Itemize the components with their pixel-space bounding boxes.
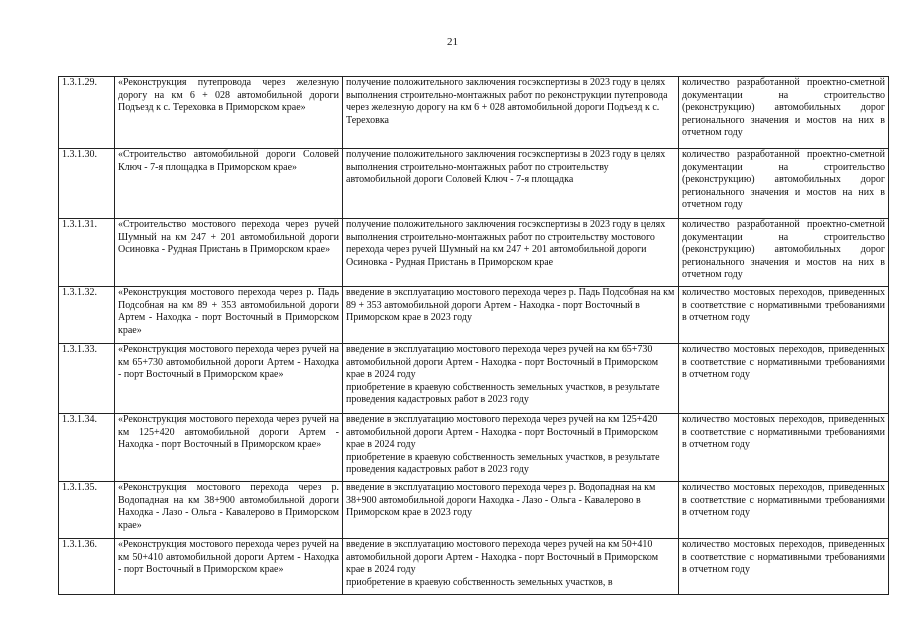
expected-result: получение положительного заключения госэкспертизы в 2023 году в целях выполнения строительно-монтажных работ по реконструкции путепровода через железную дорогу на км 6 + 028 автомобильной дороги Подъезд к с. Тереховка	[343, 77, 679, 149]
indicator: количество мостовых переходов, приведенных в соответствие с нормативными требованиями в отчетном году	[679, 539, 889, 595]
table-row	[59, 482, 889, 539]
expected-result: введение в эксплуатацию мостового перехода через р. Падь Подсобная на км 89 + 353 автомобильной дороги Артем - Находка - порт Восточный в Приморском крае в 2023 году	[343, 287, 679, 344]
indicator: количество разработанной проектно-сметной документации на строительство (реконструкцию) автомобильных дорог регионального значения и мостов на них в отчетном году	[679, 149, 889, 219]
activity-name: «Реконструкция мостового перехода через р. Падь Подсобная на км 89 + 353 автомобильной дороги Артем - Находка - порт Восточный в Приморском крае»	[115, 287, 343, 344]
page-number: 21	[447, 36, 458, 48]
activity-name: «Реконструкция мостового перехода через р. Водопадная на км 38+900 автомобильной дороги Находка - Лазо - Ольга - Кавалерово в Приморском крае»	[115, 482, 343, 539]
table-row	[59, 344, 889, 414]
expected-result: введение в эксплуатацию мостового перехода через ручей на км 125+420 автомобильной дороги Артем - Находка - порт Восточный в Приморском крае в 2024 году приобретение в краевую собственность земельных участков, в результате проведения кадастровых работ в 2023 году	[343, 414, 679, 482]
indicator: количество мостовых переходов, приведенных в соответствие с нормативными требованиями в отчетном году	[679, 287, 889, 344]
row-number: 1.3.1.34.	[59, 414, 115, 482]
table-row	[59, 149, 889, 219]
table-row	[59, 287, 889, 344]
row-number: 1.3.1.32.	[59, 287, 115, 344]
expected-result: получение положительного заключения госэкспертизы в 2023 году в целях выполнения строительно-монтажных работ по строительству автомобильной дороги Соловей Ключ - 7-я площадка	[343, 149, 679, 219]
indicator: количество мостовых переходов, приведенных в соответствие с нормативными требованиями в отчетном году	[679, 344, 889, 414]
indicator: количество мостовых переходов, приведенных в соответствие с нормативными требованиями в отчетном году	[679, 482, 889, 539]
activity-name: «Реконструкция мостового перехода через ручей на км 50+410 автомобильной дороги Артем - Находка - порт Восточный в Приморском крае»	[115, 539, 343, 595]
activities-table	[58, 76, 889, 595]
row-number: 1.3.1.29.	[59, 77, 115, 149]
indicator: количество разработанной проектно-сметной документации на строительство (реконструкцию) автомобильных дорог регионального значения и мостов на них в отчетном году	[679, 219, 889, 287]
row-number: 1.3.1.35.	[59, 482, 115, 539]
expected-result: введение в эксплуатацию мостового перехода через ручей на км 50+410 автомобильной дороги Артем - Находка - порт Восточный в Приморском крае в 2024 году приобретение в краевую собственность земельных участков, в	[343, 539, 679, 595]
table-row	[59, 77, 889, 149]
activity-name: «Реконструкция мостового перехода через ручей на км 125+420 автомобильной дороги Артем - Находка - порт Восточный в Приморском крае»	[115, 414, 343, 482]
row-number: 1.3.1.33.	[59, 344, 115, 414]
activity-name: «Реконструкция путепровода через железную дорогу на км 6 + 028 автомобильной дороги Подъезд к с. Тереховка в Приморском крае»	[115, 77, 343, 149]
row-number: 1.3.1.30.	[59, 149, 115, 219]
expected-result: введение в эксплуатацию мостового перехода через р. Водопадная на км 38+900 автомобильной дороги Находка - Лазо - Ольга - Кавалерово в Приморском крае в 2023 году	[343, 482, 679, 539]
activity-name: «Строительство мостового перехода через ручей Шумный на км 247 + 201 автомобильной дороги Осиновка - Рудная Пристань в Приморском крае»	[115, 219, 343, 287]
indicator: количество мостовых переходов, приведенных в соответствие с нормативными требованиями в отчетном году	[679, 414, 889, 482]
expected-result: получение положительного заключения госэкспертизы в 2023 году в целях выполнения строительно-монтажных работ по строительству мостового перехода через ручей Шумный на км 247 + 201 автомобильной дороги Осиновка - Рудная Пристань в Приморском крае	[343, 219, 679, 287]
indicator: количество разработанной проектно-сметной документации на строительство (реконструкцию) автомобильных дорог регионального значения и мостов на них в отчетном году	[679, 77, 889, 149]
row-number: 1.3.1.36.	[59, 539, 115, 595]
activity-name: «Реконструкция мостового перехода через ручей на км 65+730 автомобильной дороги Артем - Находка - порт Восточный в Приморском крае»	[115, 344, 343, 414]
table-row	[59, 539, 889, 595]
table-row	[59, 414, 889, 482]
activity-name: «Строительство автомобильной дороги Соловей Ключ - 7-я площадка в Приморском крае»	[115, 149, 343, 219]
expected-result: введение в эксплуатацию мостового перехода через ручей на км 65+730 автомобильной дороги Артем - Находка - порт Восточный в Приморском крае в 2024 году приобретение в краевую собственность земельных участков, в результате проведения кадастровых работ в 2023 году	[343, 344, 679, 414]
row-number: 1.3.1.31.	[59, 219, 115, 287]
table-row	[59, 219, 889, 287]
